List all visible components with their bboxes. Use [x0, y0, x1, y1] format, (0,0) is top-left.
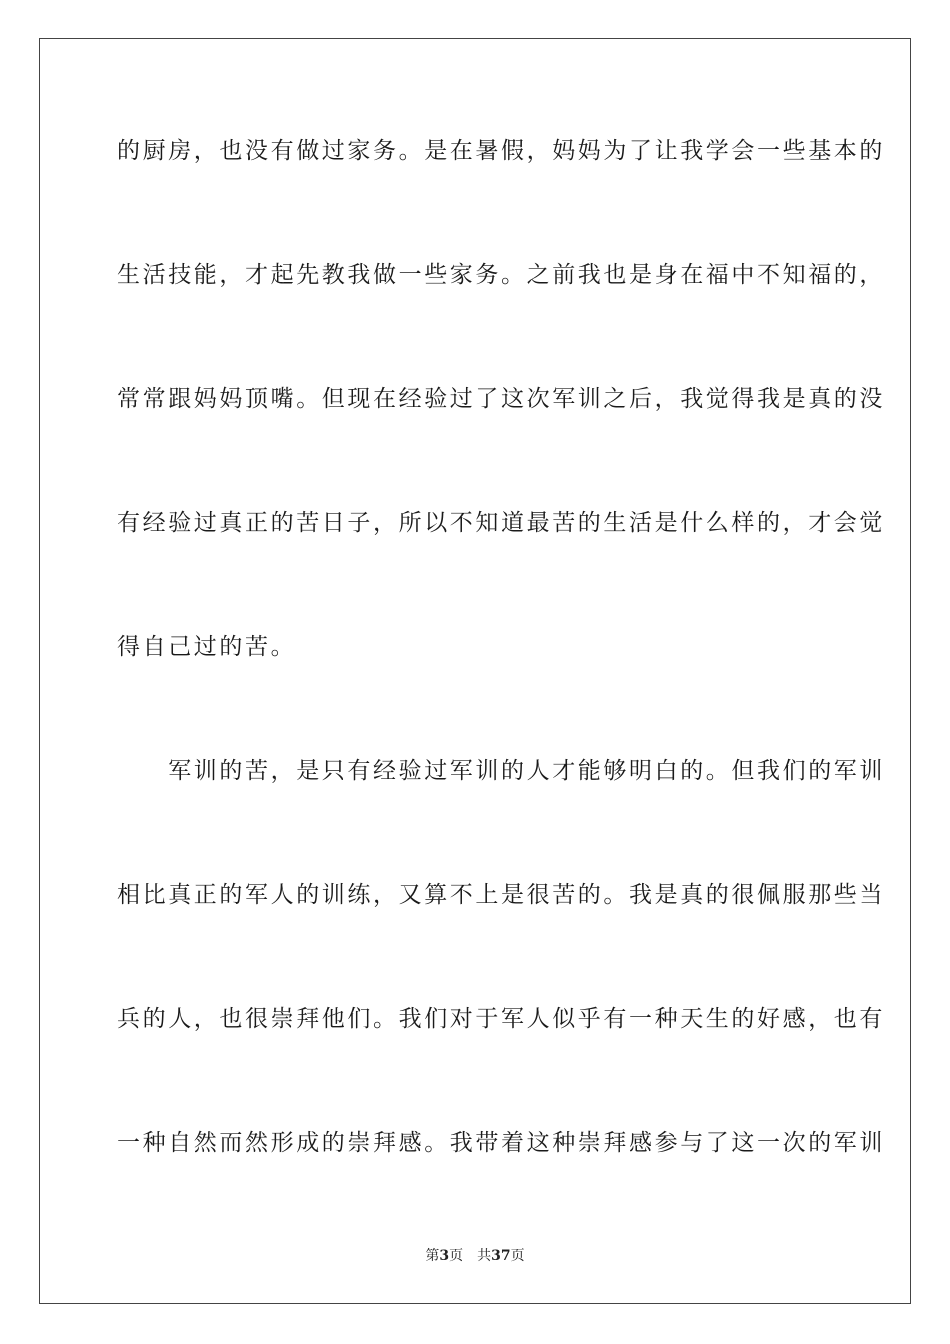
page-suffix: 页 — [449, 1248, 464, 1264]
text-line: 相比真正的军人的训练，又算不上是很苦的。我是真的很佩服那些当 — [117, 882, 885, 908]
text-line: 一种自然而然形成的崇拜感。我带着这种崇拜感参与了这一次的军训 — [117, 1130, 885, 1156]
page-prefix: 第 — [425, 1248, 440, 1264]
page-total: 37 — [491, 1248, 511, 1264]
text-line: 有经验过真正的苦日子，所以不知道最苦的生活是什么样的，才会觉 — [117, 510, 885, 536]
page-number: 3 — [439, 1248, 450, 1264]
text-line: 常常跟妈妈顶嘴。但现在经验过了这次军训之后，我觉得我是真的没 — [117, 386, 885, 412]
text-line: 兵的人，也很崇拜他们。我们对于军人似乎有一种天生的好感，也有 — [117, 1006, 885, 1032]
page-footer — [0, 1246, 950, 1266]
text-line: 生活技能，才起先教我做一些家务。之前我也是身在福中不知福的， — [117, 262, 885, 288]
page-border — [39, 38, 911, 1304]
text-line: 军训的苦，是只有经验过军训的人才能够明白的。但我们的军训 — [117, 758, 885, 784]
total-prefix: 共 — [477, 1248, 492, 1264]
total-suffix: 页 — [510, 1248, 525, 1264]
text-line: 得自己过的苦。 — [117, 634, 297, 660]
text-line: 的厨房，也没有做过家务。是在暑假，妈妈为了让我学会一些基本的 — [117, 138, 885, 164]
